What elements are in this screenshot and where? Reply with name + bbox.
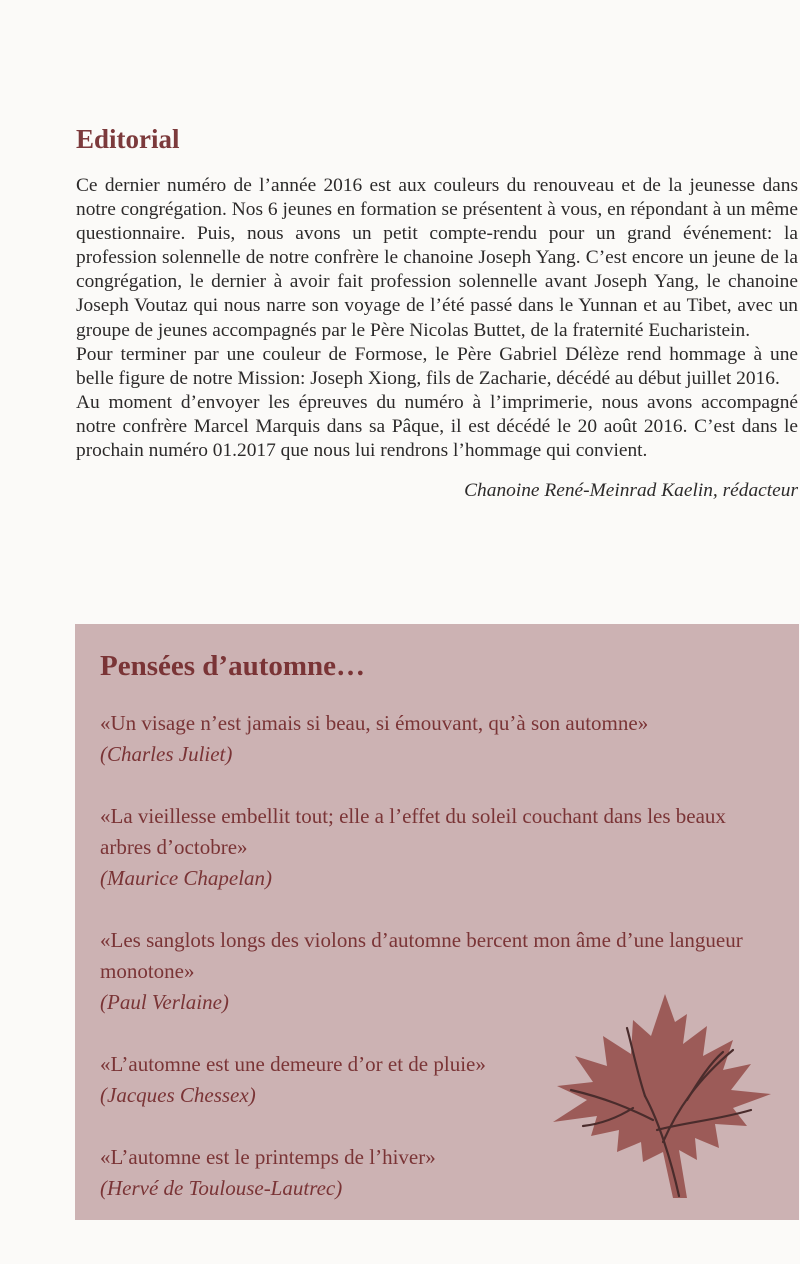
quote-text: «L’automne est une demeure d’or et de pluie» — [100, 1052, 486, 1076]
quote-text: «L’automne est le printemps de l’hiver» — [100, 1145, 436, 1169]
quote-author: (Hervé de Toulouse-Lautrec) — [100, 1176, 343, 1200]
quote-author: (Maurice Chapelan) — [100, 866, 273, 890]
maple-leaf-shape — [553, 994, 771, 1198]
editorial-body — [76, 174, 798, 463]
quote-item — [100, 708, 780, 770]
autumn-thoughts-panel — [75, 624, 799, 1220]
quote-text: «Un visage n’est jamais si beau, si émouvant, qu’à son automne» — [100, 711, 649, 735]
quote-author: (Charles Juliet) — [100, 742, 233, 766]
quote-author: (Paul Verlaine) — [100, 990, 229, 1014]
maple-leaf-icon — [547, 992, 773, 1200]
quote-text: «La vieillesse embellit tout; elle a l’effet du soleil couchant dans les beaux arbres d’octobre» — [100, 804, 726, 859]
editorial-paragraph: Pour terminer par une couleur de Formose, le Père Gabriel Délèze rend hommage à une belle figure de notre Mission: Joseph Xiong, fils de Zacharie, décédé au début juillet 2016. — [76, 343, 798, 389]
editorial-section — [76, 122, 798, 503]
editorial-title: Editorial — [76, 124, 180, 154]
quote-author: (Jacques Chessex) — [100, 1083, 256, 1107]
quote-text: «Les sanglots longs des violons d’automne bercent mon âme d’une langueur monotone» — [100, 928, 743, 983]
editorial-paragraph: Ce dernier numéro de l’année 2016 est aux couleurs du renouveau et de la jeunesse dans notre congrégation. Nos 6 jeunes en formation se présentent à vous, en répondant à un même questionnaire. Puis, nous avons un petit compte-rendu pour un grand événement: la profession solennelle de notre confrère le chanoine Joseph Yang. C’est encore un jeune de la congrégation, le dernier à avoir fait profession solennelle avant Joseph Yang, le chanoine Joseph Voutaz qui nous narre son voyage de l’été passé dans le Yunnan et au Tibet, avec un groupe de jeunes accompagnés par le Père Nicolas Buttet, de la fraternité Eucharistein. — [76, 175, 798, 341]
editorial-paragraph: Au moment d’envoyer les épreuves du numéro à l’imprimerie, nous avons accompagné notre confrère Marcel Marquis dans sa Pâque, il est décédé le 20 août 2016. C’est dans le prochain numéro 01.2017 que nous lui rendrons l’hommage qui convient. — [76, 391, 798, 462]
editorial-signature: Chanoine René-Meinrad Kaelin, rédacteur — [464, 480, 798, 502]
quote-item — [100, 801, 780, 894]
panel-title: Pensées d’automne… — [100, 650, 366, 682]
